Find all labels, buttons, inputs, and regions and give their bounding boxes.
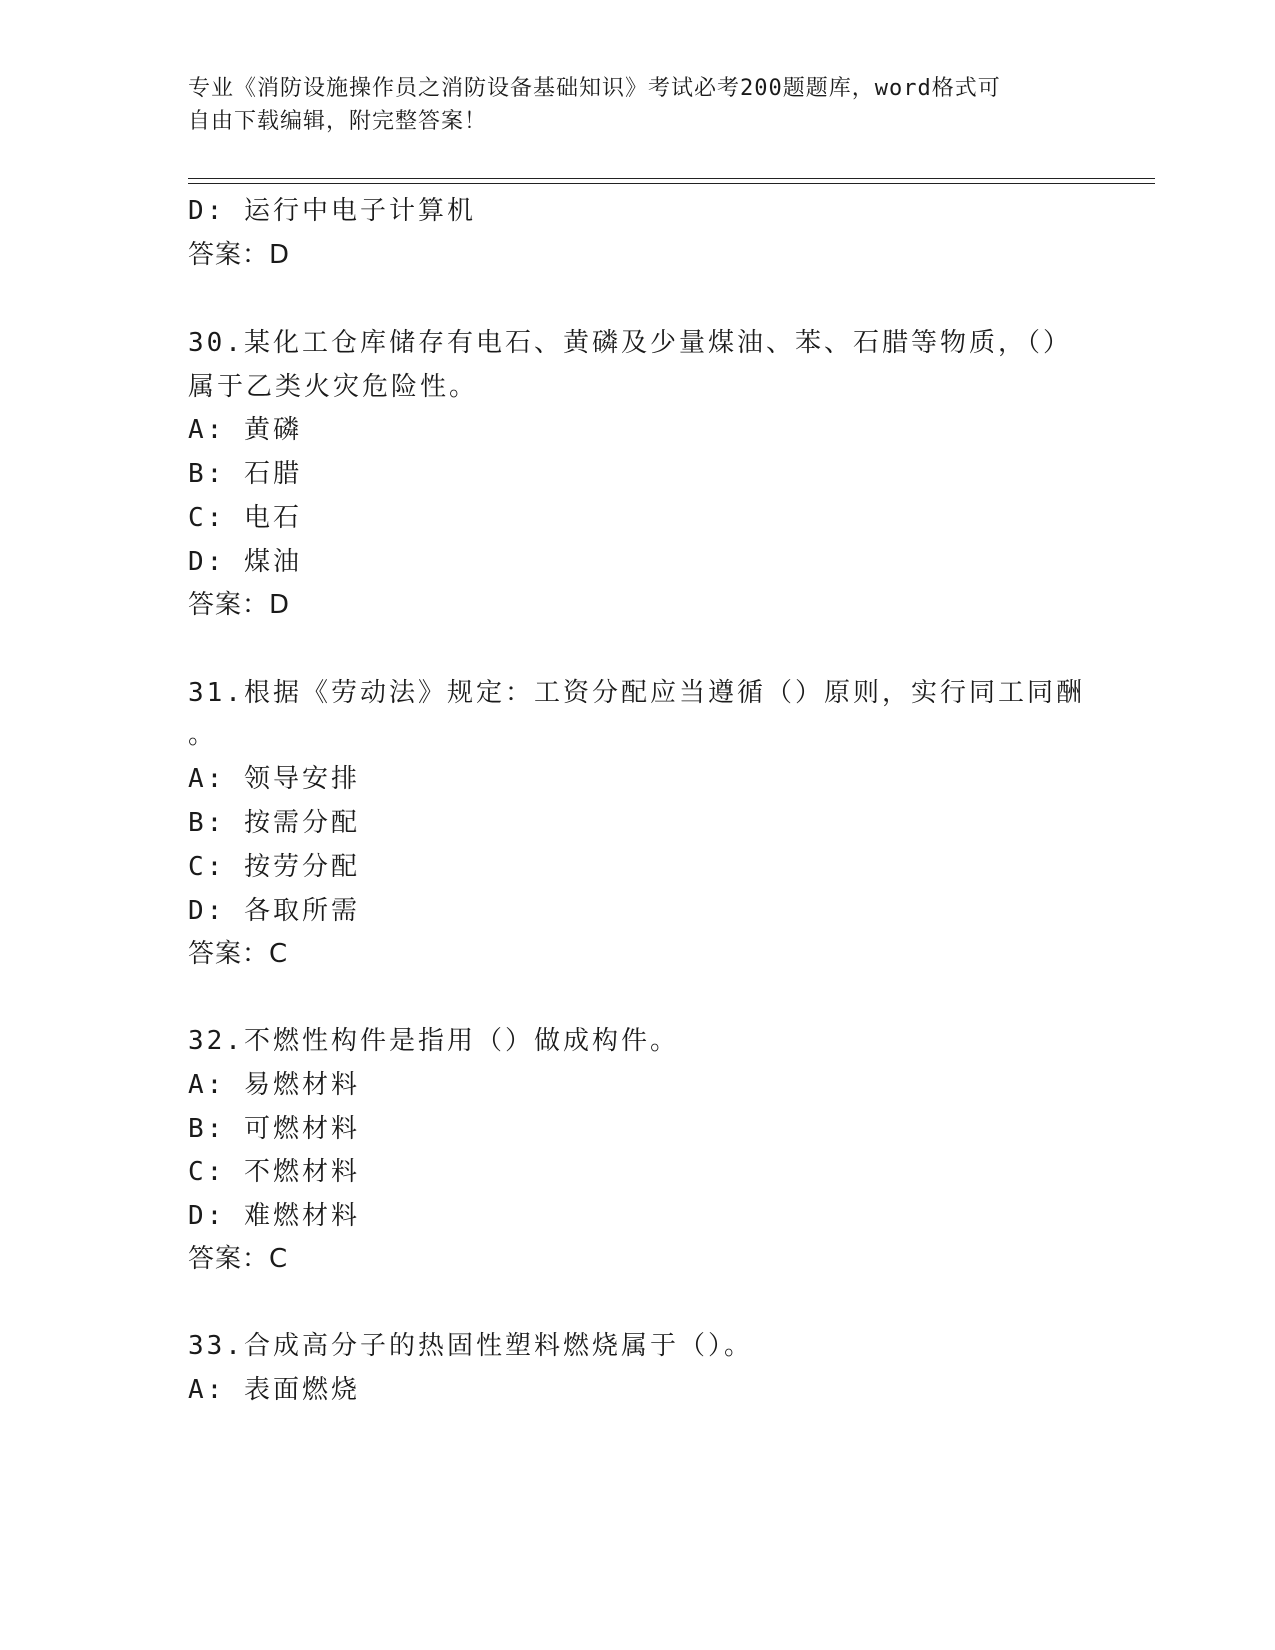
prev-answer: 答案：D bbox=[188, 240, 291, 270]
q30-option-b: B: 石腊 bbox=[188, 459, 302, 489]
q31-answer: 答案：C bbox=[188, 939, 289, 969]
q30-answer: 答案：D bbox=[188, 590, 291, 620]
header-line-1: 专业《消防设施操作员之消防设备基础知识》考试必考200题题库，word格式可 bbox=[188, 76, 1001, 101]
q31-stem-line-1: 31.根据《劳动法》规定：工资分配应当遵循（）原则，实行同工同酬 bbox=[188, 678, 1085, 708]
q30-option-a: A: 黄磷 bbox=[188, 415, 302, 445]
q32-stem-line-1: 32.不燃性构件是指用（）做成构件。 bbox=[188, 1026, 679, 1056]
header-line-2: 自由下载编辑，附完整答案！ bbox=[188, 109, 488, 134]
q32-option-a: A: 易燃材料 bbox=[188, 1070, 360, 1100]
q30-stem-line-2: 属于乙类火灾危险性。 bbox=[188, 372, 479, 402]
q30-stem-line-1: 30.某化工仓库储存有电石、黄磷及少量煤油、苯、石腊等物质，（） bbox=[188, 328, 1072, 358]
q33-stem-line-1: 33.合成高分子的热固性塑料燃烧属于（）。 bbox=[188, 1331, 753, 1361]
q30-option-d: D: 煤油 bbox=[188, 547, 302, 577]
document-header bbox=[188, 72, 1068, 138]
q31-option-b: B: 按需分配 bbox=[188, 808, 360, 838]
q30-option-c: C: 电石 bbox=[188, 503, 302, 533]
q31-option-a: A: 领导安排 bbox=[188, 764, 360, 794]
header-divider bbox=[188, 178, 1155, 184]
q31-option-d: D: 各取所需 bbox=[188, 896, 360, 926]
prev-option-d: D: 运行中电子计算机 bbox=[188, 196, 476, 226]
q31-stem-line-2: 。 bbox=[188, 720, 218, 750]
q32-option-c: C: 不燃材料 bbox=[188, 1157, 360, 1187]
q32-option-b: B: 可燃材料 bbox=[188, 1114, 360, 1144]
q32-answer: 答案：C bbox=[188, 1244, 289, 1274]
q33-option-a: A: 表面燃烧 bbox=[188, 1375, 360, 1405]
q31-option-c: C: 按劳分配 bbox=[188, 852, 360, 882]
q32-option-d: D: 难燃材料 bbox=[188, 1201, 360, 1231]
